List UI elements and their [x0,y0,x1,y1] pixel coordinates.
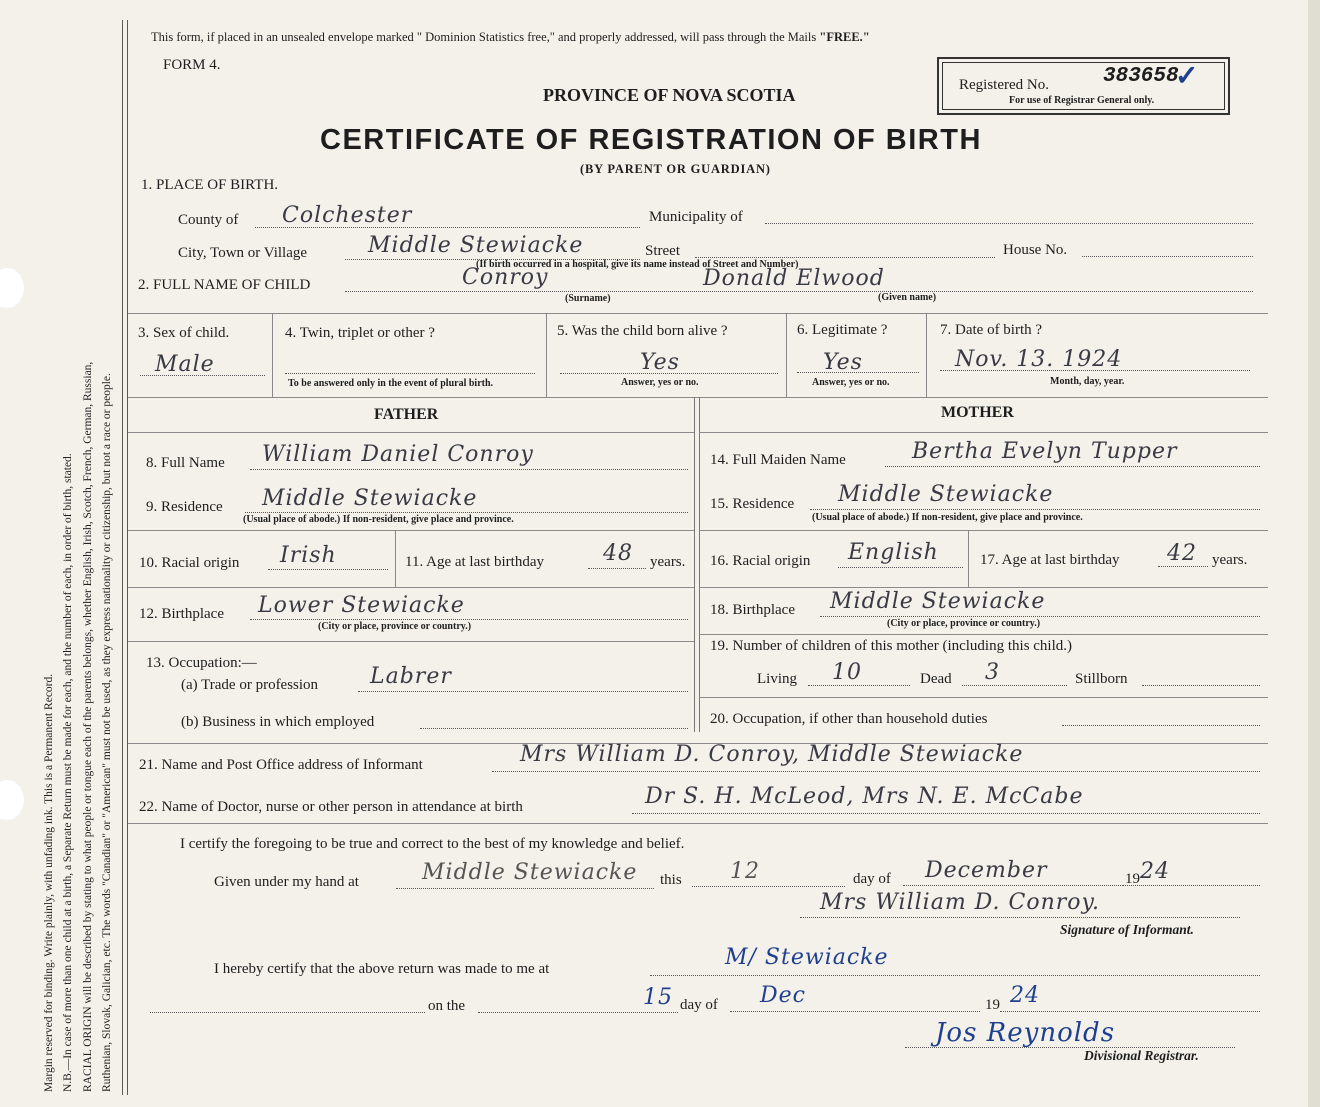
children-label: 19. Number of children of this mother (including this child.) [710,638,1073,654]
county-label: County of [178,212,239,228]
dead-label: Dead [920,671,952,687]
margin-line: RACIAL ORIGIN will be described by stating to what people or tongue each of the parents belongs, whether English, Irish, Scotch, French, German, Russian, [81,361,94,1092]
mother-race-value: English [848,540,939,565]
year-value: 24 [1140,859,1170,884]
row-divider [699,587,1268,588]
col-divider [272,313,273,397]
father-heading: FATHER [374,406,439,423]
registrar-caption: Divisional Registrar. [1084,1048,1199,1063]
col-divider [786,313,787,397]
father-res-value: Middle Stewiacke [262,486,478,511]
trade-line [358,691,688,692]
parents-divider [694,397,695,732]
given-place-value: Middle Stewiacke [422,860,638,885]
twin-label: 4. Twin, triplet or other ? [285,325,435,341]
doctor-label: 22. Name of Doctor, nurse or other person in attendance at birth [139,799,523,815]
year-prefix: 19 [1125,871,1140,887]
registrar-day-line [478,1012,678,1013]
place-of-birth-label: 1. PLACE OF BIRTH. [141,177,279,193]
sex-line [140,375,265,376]
registrar-place-value: M/ Stewiacke [725,945,889,970]
mother-occupation-label: 20. Occupation, if other than household duties [710,711,988,727]
legit-note: Answer, yes or no. [812,377,890,388]
row-divider [699,697,1268,698]
father-res-label: 9. Residence [146,499,223,515]
province-heading: PROVINCE OF NOVA SCOTIA [543,85,796,105]
mother-age-value: 42 [1167,541,1197,566]
binding-hole [0,780,24,820]
dob-note: Month, day, year. [1050,376,1125,387]
twin-note: To be answered only in the event of plural birth. [288,378,494,389]
day-line [692,886,845,887]
father-name-label: 8. Full Name [146,455,225,471]
signature-caption: Signature of Informant. [1060,922,1194,937]
mother-birthplace-line [820,616,1260,617]
father-birthplace-line [250,619,688,620]
page-edge [1308,0,1320,1107]
house-label: House No. [1003,242,1068,258]
mother-occupation-line [1062,725,1260,726]
mother-name-value: Bertha Evelyn Tupper [912,439,1178,464]
registered-box [937,57,1230,115]
margin-border [127,20,128,1095]
business-line [420,728,688,729]
house-line [1082,256,1253,257]
col-divider [926,313,927,397]
living-label: Living [757,671,797,687]
father-name-line [250,469,688,470]
month-line [903,885,1123,886]
registrar-month-line [730,1011,980,1012]
mother-age-line [1158,566,1208,567]
parents-divider [699,397,700,732]
father-years: years. [650,554,686,570]
trade-label: (a) Trade or profession [181,677,319,693]
street-label: Street [645,243,680,259]
stillborn-line [1142,685,1260,686]
dob-label: 7. Date of birth ? [940,322,1043,338]
alive-line [560,373,778,374]
col-divider [546,313,547,397]
city-label: City, Town or Village [178,245,308,261]
row-divider [128,587,694,588]
alive-value: Yes [640,350,680,375]
dob-value: Nov. 13. 1924 [955,347,1123,372]
registrar-month-value: Dec [760,983,806,1008]
mother-res-line [810,509,1260,510]
father-res-note: (Usual place of abode.) If non-resident, give place and province. [243,514,514,525]
informant-line [492,771,1260,772]
alive-note: Answer, yes or no. [621,377,699,388]
row-divider [128,432,694,433]
father-age-value: 48 [603,541,633,566]
mother-years: years. [1212,552,1248,568]
registered-number: 383658 [1103,65,1179,88]
row-divider [699,634,1268,635]
city-value: Middle Stewiacke [368,233,584,258]
margin-line: Ruthenian, Slovak, Galician, etc. The words "Canadian" or "American" must not be used, as they express nationality or citizenship, but not a race or people. [100,373,113,1092]
signature-line [800,917,1240,918]
registrar-year-prefix: 19 [985,997,1000,1013]
father-birthplace-value: Lower Stewiacke [258,593,465,618]
legit-label: 6. Legitimate ? [797,322,888,338]
father-age-line [588,568,646,569]
binding-hole [0,268,24,308]
child-name-label: 2. FULL NAME OF CHILD [138,277,311,293]
dead-line [962,685,1067,686]
legit-line [797,372,919,373]
given-place-line [396,888,654,889]
col-divider [395,530,396,587]
trade-value: Labrer [370,664,452,689]
col-divider [968,530,969,587]
father-race-line [268,569,388,570]
dob-line [940,370,1250,371]
doctor-line [632,813,1260,814]
form-number: FORM 4. [163,57,221,73]
year-line [1123,885,1260,886]
given-caption: (Given name) [878,292,937,303]
mother-name-line [885,466,1260,467]
row-divider [128,530,694,531]
registered-label: Registered No. [959,77,1049,93]
month-value: December [925,858,1048,883]
this-label: this [660,872,682,888]
mother-name-label: 14. Full Maiden Name [710,452,846,468]
mother-res-value: Middle Stewiacke [838,482,1054,507]
row-divider [128,823,1268,824]
stillborn-label: Stillborn [1075,671,1128,687]
registrar-statement: I hereby certify that the above return was made to me at [214,961,550,977]
margin-line: N.B.—In case of more than one child at a birth, a Separate Return must be made for each, and the number of each, in order of birth, stated. [62,453,75,1092]
registrar-day-of-label: day of [680,997,718,1013]
father-race-label: 10. Racial origin [139,555,240,571]
registrar-note: For use of Registrar General only. [1009,95,1155,106]
father-race-value: Irish [280,543,337,568]
father-name-value: William Daniel Conroy [262,442,534,467]
mail-notice-text: This form, if placed in an unsealed envelope marked " Dominion Statistics free," and properly addressed, will pass through the Mails [151,30,820,44]
father-birthplace-label: 12. Birthplace [139,606,224,622]
child-name-line [345,291,1253,292]
surname-caption: (Surname) [565,293,611,304]
given-label: Given under my hand at [214,874,359,890]
legit-value: Yes [823,350,863,375]
certify-statement: I certify the foregoing to be true and correct to the best of my knowledge and belief. [180,836,685,852]
father-occupation-label: 13. Occupation:— [146,655,257,671]
municipality-line [765,223,1253,224]
child-surname-value: Conroy [462,265,549,290]
mother-birthplace-value: Middle Stewiacke [830,589,1046,614]
mother-heading: MOTHER [941,404,1014,421]
mother-birthplace-note: (City or place, province or country.) [887,618,1041,629]
mother-age-label: 17. Age at last birthday [980,552,1120,568]
page-title: CERTIFICATE OF REGISTRATION OF BIRTH [320,124,982,156]
registrar-place-line [650,975,1260,976]
row-divider [699,530,1268,531]
registrar-lead-line [150,1012,425,1013]
check-mark-icon: ✓ [1175,61,1199,92]
father-birthplace-note: (City or place, province or country.) [318,621,472,632]
day-of-label: day of [853,871,891,887]
registrar-year-value: 24 [1010,983,1040,1008]
mother-race-label: 16. Racial origin [710,553,811,569]
alive-label: 5. Was the child born alive ? [557,323,728,339]
margin-border [122,20,123,1095]
mother-birthplace-label: 18. Birthplace [710,602,795,618]
child-given-value: Donald Elwood [703,266,885,291]
living-line [808,685,910,686]
street-line [695,257,995,258]
business-label: (b) Business in which employed [181,714,375,730]
row-divider [128,313,1268,314]
informant-value: Mrs William D. Conroy, Middle Stewiacke [520,742,1024,767]
sex-label: 3. Sex of child. [138,325,230,341]
father-age-label: 11. Age at last birthday [405,554,544,570]
mother-race-line [838,567,963,568]
sex-value: Male [155,352,215,377]
day-value: 12 [730,859,760,884]
doctor-value: Dr S. H. McLeod, Mrs N. E. McCabe [645,784,1084,809]
margin-instructions [40,362,117,1092]
living-value: 10 [832,660,862,685]
row-divider [128,397,1268,398]
father-res-line [245,512,688,513]
mail-notice-free: "FREE." [819,30,870,44]
margin-line: Margin reserved for binding. Write plainly, with unfading ink. This is a Permanent Record. [43,673,55,1092]
informant-signature: Mrs William D. Conroy. [820,890,1101,915]
registrar-year-line [1000,1011,1260,1012]
registrar-day-value: 15 [643,985,673,1010]
twin-line [285,373,535,374]
page-subtitle: (BY PARENT OR GUARDIAN) [580,162,771,176]
on-the-label: on the [428,998,466,1014]
registrar-signature: Jos Reynolds [935,1018,1116,1048]
row-divider [699,432,1268,433]
county-value: Colchester [282,203,413,228]
row-divider [128,641,694,642]
municipality-label: Municipality of [649,209,743,225]
informant-label: 21. Name and Post Office address of Informant [139,757,423,773]
hospital-note: (If birth occurred in a hospital, give its name instead of Street and Number) [476,259,799,270]
mail-notice [151,30,870,45]
mother-res-label: 15. Residence [710,496,795,512]
dead-value: 3 [985,660,1000,685]
mother-res-note: (Usual place of abode.) If non-resident, give place and province. [812,512,1083,523]
